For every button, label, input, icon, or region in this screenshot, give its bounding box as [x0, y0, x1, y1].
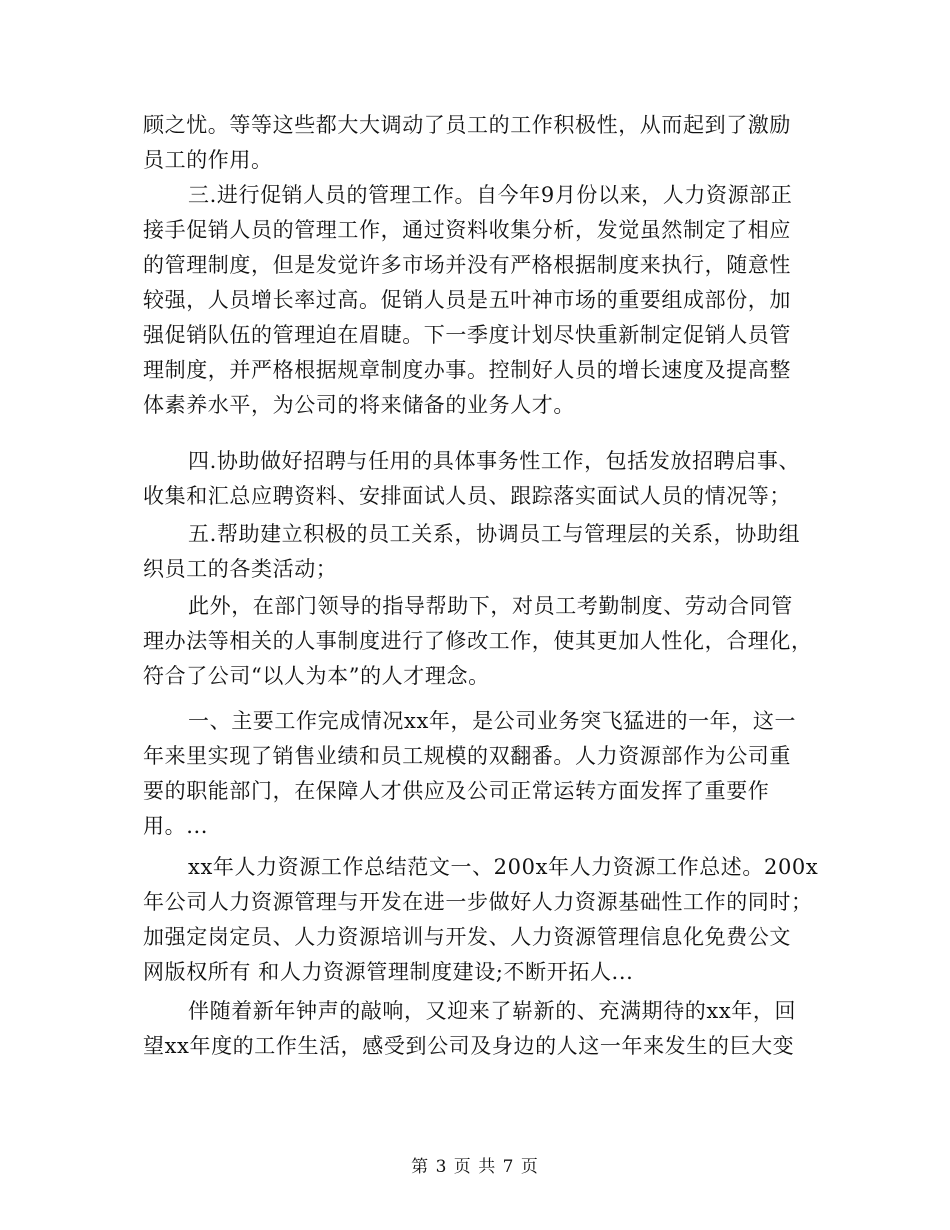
text-line: 三.进行促销人员的管理工作。自今年9月份以来，人力资源部正 [188, 183, 793, 207]
text-line: xx年人力资源工作总结范文一、200x年人力资源工作总述。200x [188, 855, 819, 879]
text-line: 要的职能部门，在保障人才供应及公司正常运转方面发挥了重要作 [143, 779, 770, 803]
text-line: 望xx年度的工作生活，感受到公司及身边的人这一年来发生的巨大变 [143, 1034, 795, 1058]
text-line: 加强定岗定员、人力资源培训与开发、人力资源管理信息化免费公文 [143, 925, 791, 949]
text-line: 此外，在部门领导的指导帮助下，对员工考勤制度、劳动合同管 [188, 594, 793, 618]
text-line: 网版权所有 和人力资源管理制度建设;不断开拓人... [143, 960, 634, 984]
text-line: 较强，人员增长率过高。促销人员是五叶神市场的重要组成部份，加 [143, 288, 791, 312]
text-line: 顾之忧。等等这些都大大调动了员工的工作积极性，从而起到了激励 [143, 113, 791, 137]
text-line: 伴随着新年钟声的敲响，又迎来了崭新的、充满期待的xx年，回 [188, 999, 797, 1023]
text-line: 体素养水平，为公司的将来储备的业务人才。 [143, 393, 575, 417]
text-line: 强促销队伍的管理迫在眉睫。下一季度计划尽快重新制定促销人员管 [143, 323, 791, 347]
text-line: 员工的作用。 [143, 148, 273, 172]
text-line: 四.协助做好招聘与任用的具体事务性工作，包括发放招聘启事、 [188, 449, 801, 473]
page-number-footer: 第 3 页 共 7 页 [411, 1157, 539, 1177]
text-line: 的管理制度，但是发觉许多市场并没有严格根据制度来执行，随意性 [143, 253, 791, 277]
text-line: 接手促销人员的管理工作，通过资料收集分析，发觉虽然制定了相应 [143, 218, 791, 242]
text-line: 年公司人力资源管理与开发在进一步做好人力资源基础性工作的同时； [143, 890, 813, 914]
text-line: 用。... [143, 814, 209, 838]
text-line: 五.帮助建立积极的员工关系，协调员工与管理层的关系，协助组 [188, 522, 801, 546]
text-line: 年来里实现了销售业绩和员工规模的双翻番。人力资源部作为公司重 [143, 744, 791, 768]
text-line: 一、主要工作完成情况xx年，是公司业务突飞猛进的一年，这一 [188, 709, 797, 733]
text-line: 收集和汇总应聘资料、安排面试人员、跟踪落实面试人员的情况等； [143, 484, 791, 508]
text-line: 织员工的各类活动； [143, 557, 338, 581]
text-line: 符合了公司“以人为本”的人才理念。 [143, 664, 490, 688]
text-line: 理制度，并严格根据规章制度办事。控制好人员的增长速度及提高整 [143, 358, 791, 382]
text-line: 理办法等相关的人事制度进行了修改工作，使其更加人性化，合理化， [143, 629, 813, 653]
